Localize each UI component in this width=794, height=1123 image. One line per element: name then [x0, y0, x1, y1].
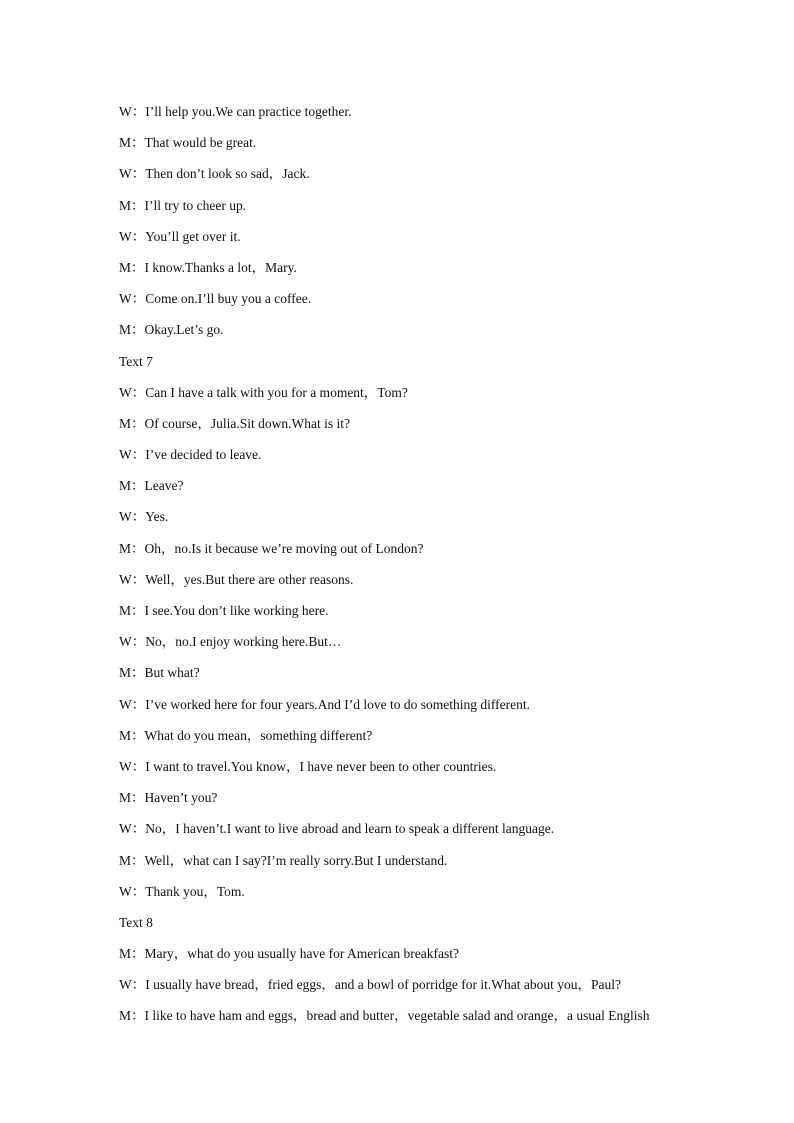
text-line: W：Thank you，Tom. — [119, 883, 245, 899]
section-heading-text-8: Text 8 — [119, 914, 153, 930]
text-line: M：Mary，what do you usually have for American breakfast? — [119, 946, 460, 962]
text-line: W：Can I have a talk with you for a moment，Tom? — [119, 384, 408, 400]
text-line: M：Okay.Let’s go. — [119, 322, 224, 338]
text-line: W：You’ll get over it. — [119, 228, 241, 244]
text-line: M：That would be great. — [119, 135, 257, 151]
text-line: W：No，I haven’t.I want to live abroad and learn to speak a different language. — [119, 821, 555, 837]
text-line: W：Then don’t look so sad，Jack. — [119, 166, 310, 182]
text-line: M：Haven’t you? — [119, 790, 218, 806]
text-line: M：Of course，Julia.Sit down.What is it? — [119, 415, 350, 431]
text-line: W：I want to travel.You know，I have never been to other countries. — [119, 758, 497, 774]
text-line: W：I’ll help you.We can practice together. — [119, 104, 352, 119]
text-line: M：Leave? — [119, 478, 184, 494]
text-line: W：I’ve decided to leave. — [119, 447, 262, 463]
text-line: M：I like to have ham and eggs，bread and butter，vegetable salad and orange，a usual English — [119, 1008, 650, 1024]
dialogue-text — [119, 102, 679, 1038]
text-line: W：Yes. — [119, 509, 169, 525]
text-line: W：Come on.I’ll buy you a coffee. — [119, 291, 312, 307]
text-line: M：Well，what can I say?I’m really sorry.But I understand. — [119, 852, 448, 868]
text-line: M：I’ll try to cheer up. — [119, 197, 247, 213]
text-line: M：I know.Thanks a lot，Mary. — [119, 259, 297, 275]
text-line: M：But what? — [119, 665, 200, 681]
section-heading-text-7: Text 7 — [119, 353, 153, 369]
text-line: M：I see.You don’t like working here. — [119, 603, 329, 618]
text-line: W：No，no.I enjoy working here.But… — [119, 634, 342, 650]
text-line: M：What do you mean，something different? — [119, 727, 373, 743]
text-line: M：Oh，no.Is it because we’re moving out of London? — [119, 540, 424, 556]
text-line: W：Well，yes.But there are other reasons. — [119, 571, 354, 587]
text-line: W：I’ve worked here for four years.And I’d love to do something different. — [119, 696, 530, 712]
text-line: W：I usually have bread，fried eggs，and a bowl of porridge for it.What about you，Paul? — [119, 977, 621, 993]
